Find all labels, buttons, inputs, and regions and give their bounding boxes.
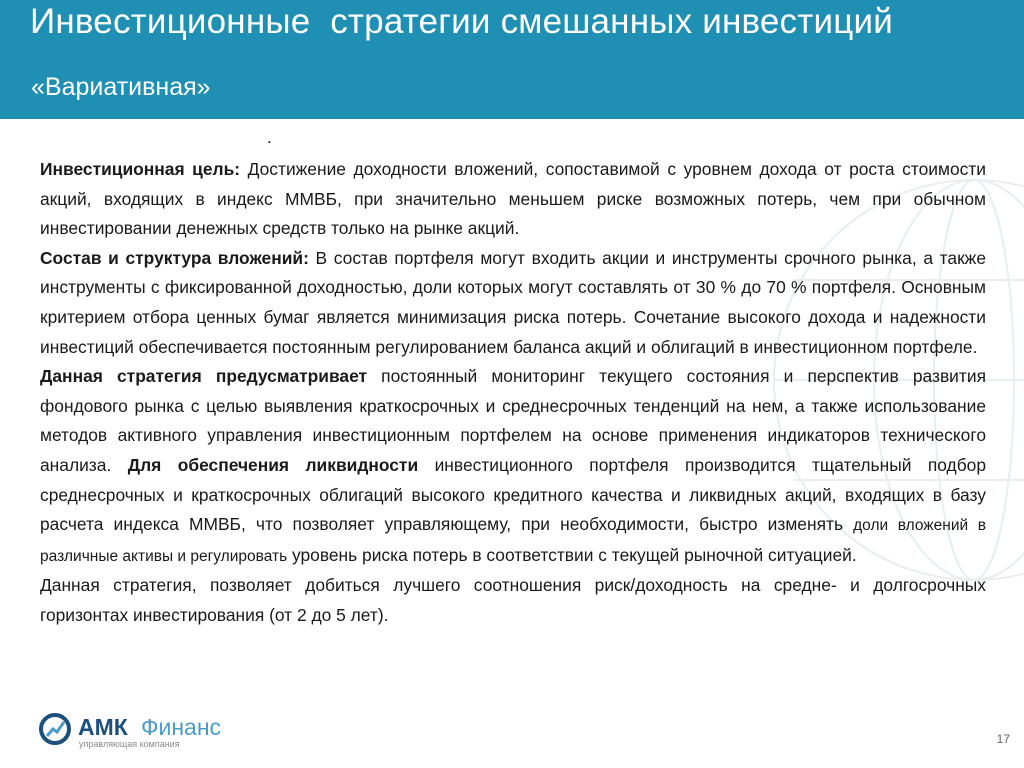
- strategy-text: постоянный мониторинг текущего состояния и перспектив развития фондового рынка с целью выявления краткосрочных и среднесрочных тенденций на нем, а также использование методов активного управления инвестиционным портфелем на основе применения индикаторов технического анализа.: [40, 366, 986, 475]
- logo-emblem-icon: [38, 712, 72, 746]
- liquidity-label: Для обеспечения ликвидности: [127, 454, 419, 475]
- slide-subtitle: «Вариативная»: [31, 73, 211, 101]
- structure-label: Состав и структура вложений:: [40, 247, 309, 268]
- paragraph-strategy: [40, 362, 986, 571]
- company-logo: [38, 712, 238, 748]
- slide-body: [40, 155, 986, 631]
- paragraph-conclusion: Данная стратегия, позволяет добиться лучшего соотношения риск/доходность на средне- и долгосрочных горизонтах инвестирования (от 2 до 5 лет).: [40, 575, 986, 625]
- strategy-label: Данная стратегия предусматривает: [40, 366, 368, 387]
- goal-label: Инвестиционная цель:: [40, 159, 241, 179]
- slide-title: Инвестиционные стратегии смешанных инвестиций: [30, 2, 893, 41]
- liquidity-text-a: инвестиционного портфеля производится тщательный подбор среднесрочных и краткосрочных облигаций высокого кредитного качества и ликвидных акций, входящих в базу расчета индекса ММВБ, что позволяет управляющему, при необходимости, быстро изменять: [40, 454, 986, 535]
- slide-header: [0, 0, 1024, 119]
- stray-dot: .: [267, 128, 272, 147]
- logo-tagline: управляющая компания: [79, 739, 180, 749]
- logo-brand-light: Финанс: [141, 714, 222, 740]
- structure-text: В состав портфеля могут входить акции и инструменты срочного рынка, а также инструменты с фиксированной доходностью, доли которых могут составлять от 30 % до 70 % портфеля. Основным критерием отбора ценных бумаг является минимизация риска потерь. Сочетание высокого дохода и надежности инвестиций обеспечивается постоянным регулированием баланса акций и облигаций в инвестиционном портфеле.: [40, 247, 986, 357]
- liquidity-text-b: уровень риска потерь в соответствии с текущей рыночной ситуацией.: [287, 544, 857, 565]
- paragraph-structure: [40, 244, 986, 362]
- paragraph-goal: [40, 155, 986, 244]
- goal-text: Достижение доходности вложений, сопоставимой с уровнем дохода от роста стоимости акций, входящих в индекс ММВБ, при значительно меньшем риске возможных потерь, чем при обычном инвестировании денежных средств только на рынке акций.: [40, 159, 986, 239]
- page-number: 17: [996, 732, 1010, 746]
- logo-brand-bold: АМК: [78, 714, 128, 740]
- liquidity-text-small: доли вложений в различные активы и регулировать: [40, 517, 986, 565]
